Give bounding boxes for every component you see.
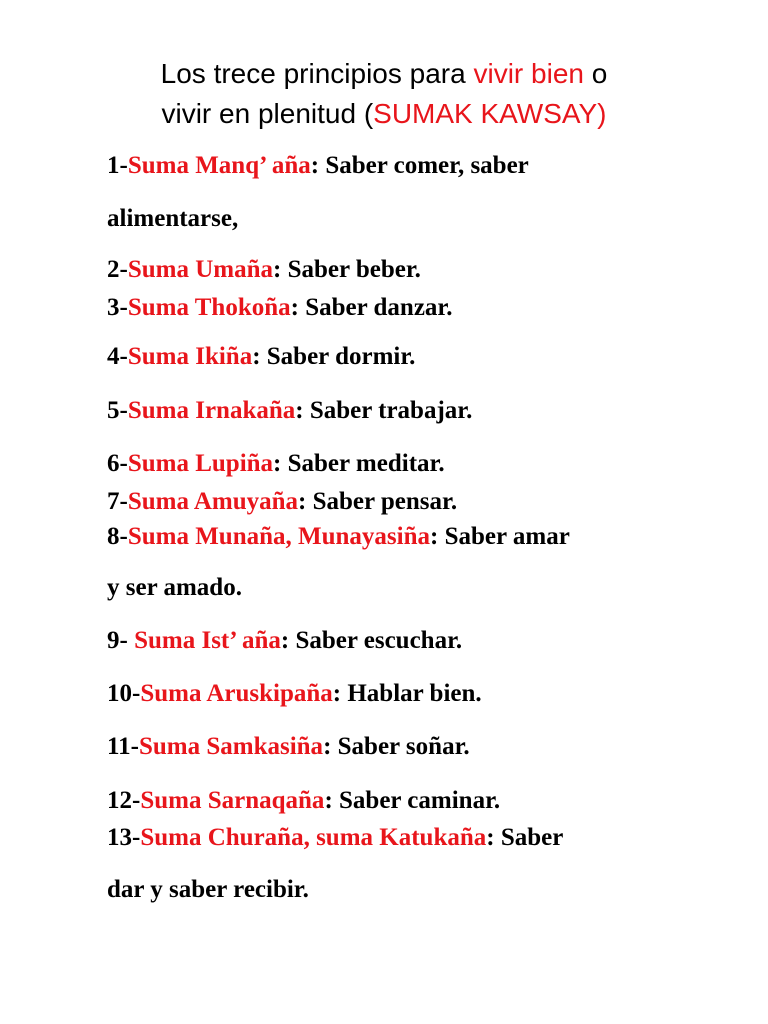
item-definition: : Saber meditar. [273,450,445,477]
item-term: Suma Manq’ aña [127,152,311,179]
item-number: 6- [107,450,128,477]
item-definition: : Saber escuchar. [280,627,463,654]
principle-9 [107,627,462,655]
item-term: Suma Samkasiña [138,733,324,760]
item-number: 4- [107,343,128,370]
item-term: Suma Sarnaqaña [140,787,325,814]
item-term: Suma Lupiña [127,450,274,477]
item-definition: : Saber danzar. [290,294,453,321]
item-number: 1- [107,152,128,179]
item-definition: : Saber amar [430,523,570,550]
item-definition: : Saber soñar. [323,733,470,760]
principle-13 [107,824,563,852]
item-term: Suma Churaña, suma Katukaña [140,824,487,851]
item-definition: : Saber beber. [273,256,421,283]
item-definition: : Saber comer, saber [310,152,529,179]
item-continuation: y ser amado. [107,574,242,601]
item-number: 10- [107,680,141,707]
item-number: 11- [107,733,139,760]
item-term: Suma Aruskipaña [140,680,333,707]
item-number: 5- [107,397,128,424]
principle-8 [107,523,570,551]
title-highlight: vivir bien [473,58,584,89]
principle-11 [107,733,470,761]
item-term: Suma Thokoña [127,294,291,321]
principle-12 [107,787,500,815]
item-definition: : Saber pensar. [298,488,458,515]
item-term: Suma Ist’ aña [134,627,281,654]
item-number: 8- [107,523,128,550]
item-number: 13- [107,824,141,851]
title-highlight: SUMAK KAWSAY) [373,98,607,129]
principle-3 [107,294,453,322]
principle-7 [107,488,457,516]
item-definition: : Saber trabajar. [295,397,473,424]
principle-1-continuation [107,205,238,233]
item-continuation: alimentarse, [107,205,239,232]
item-definition: : Saber dormir. [252,343,416,370]
item-number: 3- [107,294,128,321]
principle-2 [107,256,421,284]
item-number: 12- [107,787,141,814]
item-term: Suma Munaña, Munayasiña [127,523,431,550]
principle-4 [107,343,415,371]
title-text: vivir en plenitud ( [161,98,374,129]
item-definition: : Hablar bien. [332,680,482,707]
title-text: o [583,58,608,89]
principle-8-continuation [107,574,242,602]
item-definition: : Saber caminar. [324,787,501,814]
item-term: Suma Umaña [127,256,273,283]
title-line-1 [0,58,768,90]
principle-5 [107,397,472,425]
item-term: Suma Ikiña [127,343,253,370]
title-text: Los trece principios para [160,58,474,89]
principle-13-continuation [107,876,309,904]
item-term: Suma Amuyaña [127,488,299,515]
item-definition: : Saber [486,824,564,851]
principle-6 [107,450,445,478]
principle-1 [107,152,529,180]
item-term: Suma Irnakaña [127,397,296,424]
item-number: 9- [107,627,135,654]
item-number: 7- [107,488,128,515]
title-line-2 [0,98,768,130]
principle-10 [107,680,482,708]
item-number: 2- [107,256,128,283]
item-continuation: dar y saber recibir. [107,876,309,903]
